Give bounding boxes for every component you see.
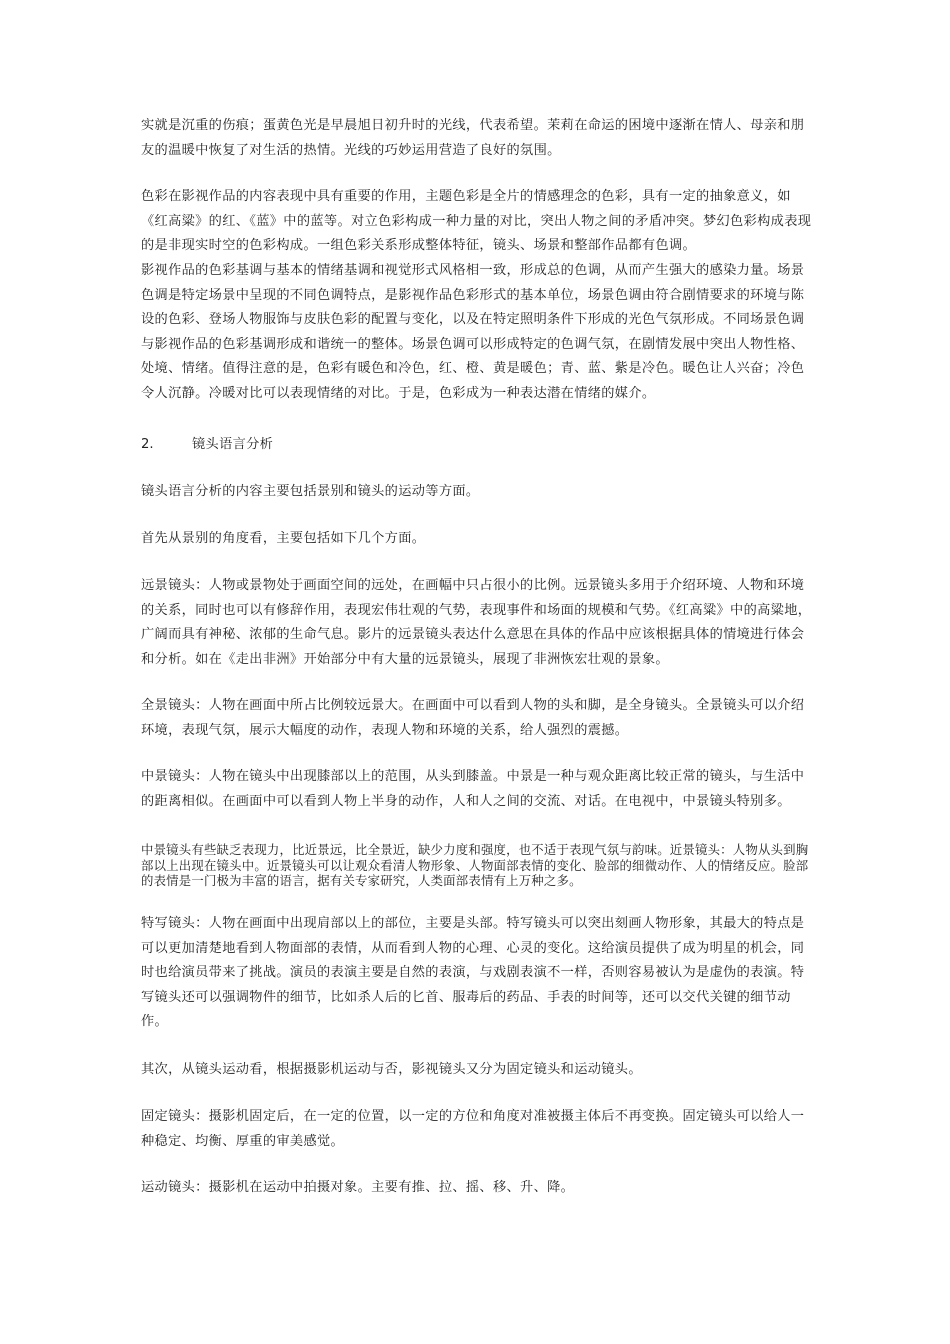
paragraph-fixed-shot: 固定镜头：摄影机固定后，在一定的位置，以一定的方位和角度对准被摄主体后不再变换。固定镜头可以给人一种稳定、均衡、厚重的审美感觉。 (141, 1109, 805, 1149)
paragraph-medium-shot: 中景镜头：人物在镜头中出现膝部以上的范围，从头到膝盖。中景是一种与观众距离比较正常的镜头，与生活中的距离相似。在画面中可以看到人物上半身的动作，人和人之间的交流、对话。在电视中，中景镜头特别多。 (141, 769, 805, 809)
section-number: 2. (141, 437, 154, 452)
paragraph-color-themes: 色彩在影视作品的内容表现中具有重要的作用，主题色彩是全片的情感理念的色彩，具有一定的抽象意义，如《红高粱》的红、《蓝》中的蓝等。对立色彩构成一种力量的对比，突出人物之间的矛盾冲突。梦幻色彩构成表现的是非现实时空的色彩构成。一组色彩关系形成整体特征，镜头、场景和整部作品都有色调。 (141, 189, 812, 253)
paragraph-camera-movement: 其次，从镜头运动看，根据摄影机运动与否，影视镜头又分为固定镜头和运动镜头。 (141, 1062, 642, 1077)
paragraph-close-up: 特写镜头：人物在画面中出现肩部以上的部位，主要是头部。特写镜头可以突出刻画人物形象，其最大的特点是可以更加清楚地看到人物面部的表情，从而看到人物的心理、心灵的变化。这给演员提供了成为明星的机会，同时也给演员带来了挑战。演员的表演主要是自然的表演，与戏剧表演不一样，否则容易被认为是虚伪的表演。特写镜头还可以强调物件的细节，比如杀人后的匕首、服毒后的药品、手表的时间等，还可以交代关键的细节动作。 (141, 916, 805, 1029)
section-title: 镜头语言分析 (192, 437, 274, 452)
paragraph-moving-shot: 运动镜头：摄影机在运动中拍摄对象。主要有推、拉、摇、移、升、降。 (141, 1180, 575, 1195)
paragraph-long-shot: 远景镜头：人物或景物处于画面空间的远处，在画幅中只占很小的比例。远景镜头多用于介绍环境、人物和环境的关系，同时也可以有修辞作用，表现宏伟壮观的气势，表现事件和场面的规模和气势。《红高粱》中的高粱地，广阔而具有神秘、浓郁的生命气息。影片的远景镜头表达什么意思在具体的作品中应该根据具体的情境进行体会和分析。如在《走出非洲》开始部分中有大量的远景镜头，展现了非洲恢宏壮观的景象。 (141, 578, 812, 667)
paragraph-full-shot: 全景镜头：人物在画面中所占比例较远景大。在画面中可以看到人物的头和脚，是全身镜头。全景镜头可以介绍环境，表现气氛，展示大幅度的动作，表现人物和环境的关系，给人强烈的震撼。 (141, 698, 805, 738)
paragraph-color-tone: 影视作品的色彩基调与基本的情绪基调和视觉形式风格相一致，形成总的色调，从而产生强大的感染力量。场景色调是特定场景中呈现的不同色调特点，是影视作品色彩形式的基本单位，场景色调由符合剧情要求的环境与陈设的色彩、登场人物服饰与皮肤色彩的配置与变化，以及在特定照明条件下形成的光色气氛形成。不同场景色调与影视作品的色彩基调形成和谐统一的整体。场景色调可以形成特定的色调气氛，在剧情发展中突出人物性格、处境、情绪。值得注意的是，色彩有暖色和冷色，红、橙、黄是暖色；青、蓝、紫是冷色。暖色让人兴奋；冷色令人沉静。冷暖对比可以表现情绪的对比。于是，色彩成为一种表达潜在情绪的媒介。 (141, 263, 805, 401)
paragraph-lens-intro: 镜头语言分析的内容主要包括景别和镜头的运动等方面。 (141, 484, 480, 499)
paragraph-lighting-end: 实就是沉重的伤痕；蛋黄色光是早晨旭日初升时的光线，代表希望。茉莉在命运的困境中逐渐在情人、母亲和朋友的温暖中恢复了对生活的热情。光线的巧妙运用营造了良好的氛围。 (141, 118, 805, 158)
paragraph-close-shot: 中景镜头有些缺乏表现力，比近景远，比全景近，缺少力度和强度，也不适于表现气氛与韵味。近景镜头：人物从头到胸部以上出现在镜头中。近景镜头可以让观众看清人物形象、人物面部表情的变化、脸部的细微动作、人的情绪反应。脸部的表情是一门极为丰富的语言，据有关专家研究，人类面部表情有上万种之多。 (141, 842, 809, 888)
paragraph-shot-size-intro: 首先从景别的角度看，主要包括如下几个方面。 (141, 531, 426, 546)
